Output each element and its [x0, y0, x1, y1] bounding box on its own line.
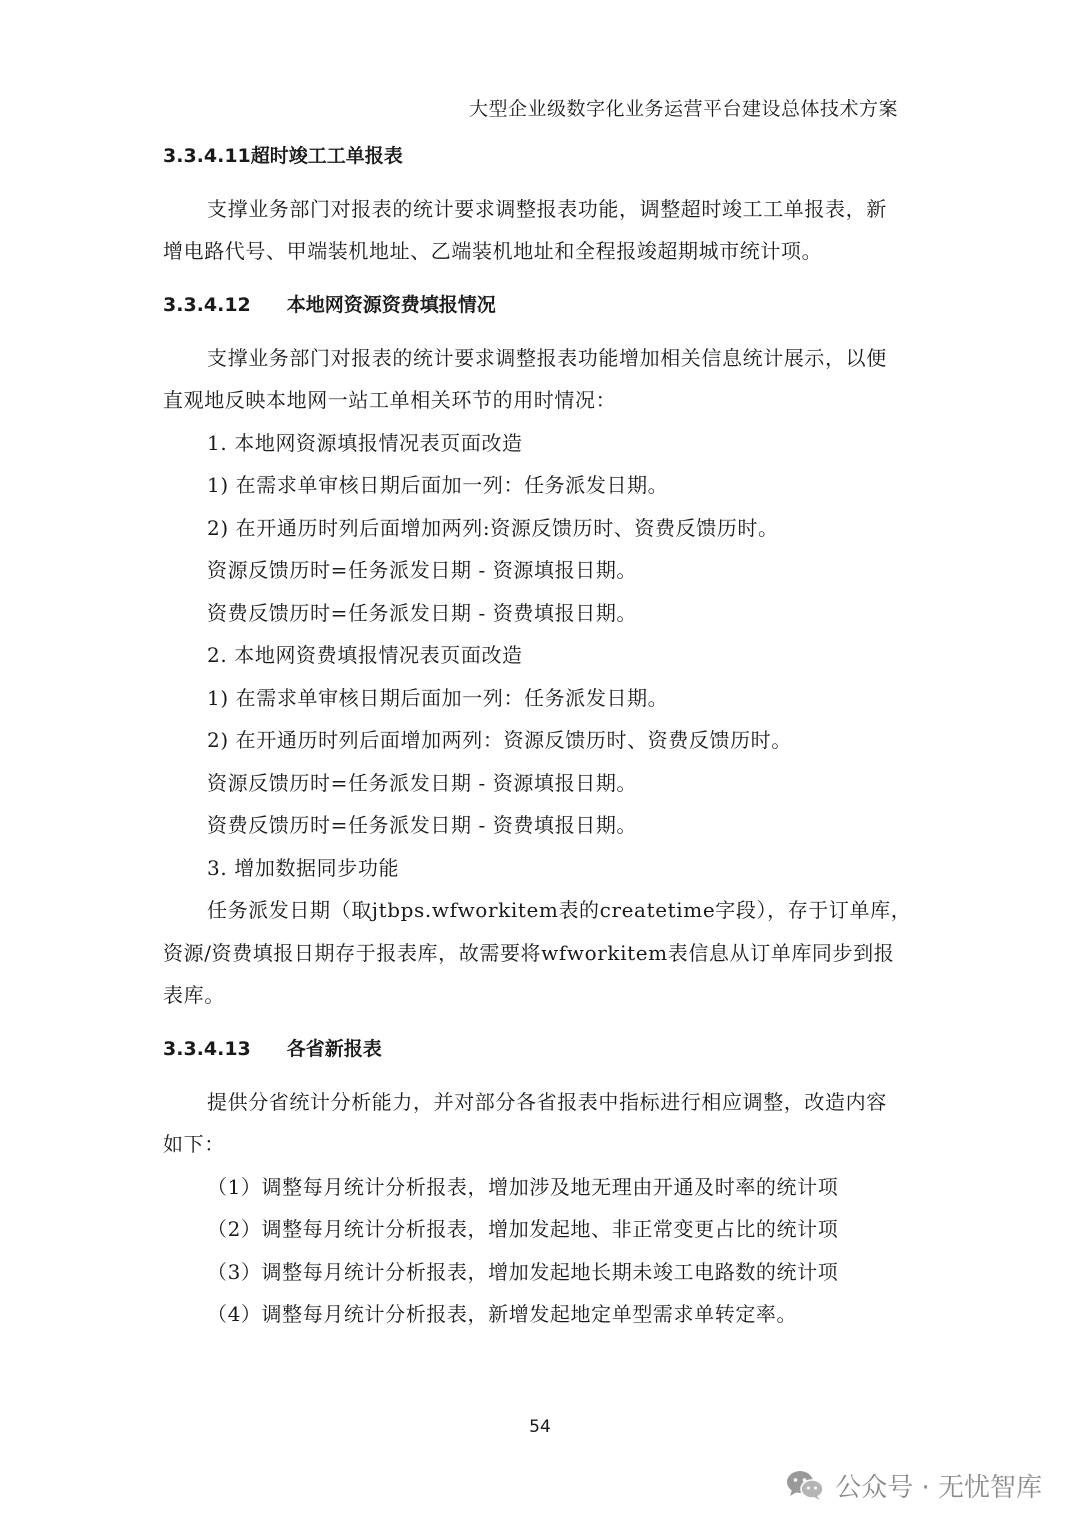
paragraph-line: 资源/资费填报日期存于报表库，故需要将wfworkitem表信息从订单库同步到报 [163, 941, 895, 965]
section-title: 各省新报表 [286, 1038, 382, 1060]
paragraph-line: 任务派发日期（取jtbps.wfworkitem表的createtime字段），存于订单库， [207, 898, 912, 922]
section-heading-3-3-4-13 [163, 1034, 382, 1061]
section-title: 本地网资源资费填报情况 [286, 294, 496, 316]
section-number: 3.3.4.11 [163, 145, 251, 167]
list-item: 2) 在开通历时列后面增加两列:资源反馈历时、资费反馈历时。 [207, 516, 779, 540]
list-item: （4）调整每月统计分析报表，新增发起地定单型需求单转定率。 [207, 1302, 798, 1326]
list-item: 1. 本地网资源填报情况表页面改造 [207, 431, 523, 455]
section-number: 3.3.4.13 [163, 1038, 251, 1060]
watermark-text: 公众号 · 无忧智库 [835, 1472, 1042, 1503]
formula-line: 资费反馈历时=任务派发日期 - 资费填报日期。 [207, 601, 638, 625]
list-item: （3）调整每月统计分析报表，增加发起地长期未竣工电路数的统计项 [207, 1260, 839, 1284]
section-heading-3-3-4-12 [163, 290, 496, 317]
paragraph-line: 表库。 [163, 983, 225, 1007]
list-item: 2) 在开通历时列后面增加两列：资源反馈历时、资费反馈历时。 [207, 728, 792, 752]
formula-line: 资源反馈历时=任务派发日期 - 资源填报日期。 [207, 558, 638, 582]
section-number: 3.3.4.12 [163, 294, 251, 316]
list-item: 3. 增加数据同步功能 [207, 856, 400, 880]
formula-line: 资源反馈历时=任务派发日期 - 资源填报日期。 [207, 771, 638, 795]
paragraph-line: 如下： [163, 1132, 225, 1156]
paragraph-line: 支撑业务部门对报表的统计要求调整报表功能，调整超时竣工工单报表，新 [207, 197, 887, 221]
paragraph-line: 支撑业务部门对报表的统计要求调整报表功能增加相关信息统计展示，以便 [207, 346, 887, 370]
wechat-icon [785, 1468, 825, 1502]
paragraph-line: 提供分省统计分析能力，并对部分各省报表中指标进行相应调整，改造内容 [207, 1090, 887, 1114]
list-item: （1）调整每月统计分析报表，增加涉及地无理由开通及时率的统计项 [207, 1175, 839, 1199]
section-heading-3-3-4-11 [163, 141, 403, 168]
paragraph-line: 直观地反映本地网一站工单相关环节的用时情况： [163, 388, 617, 412]
list-item: 1) 在需求单审核日期后面加一列：任务派发日期。 [207, 473, 669, 497]
formula-line: 资费反馈历时=任务派发日期 - 资费填报日期。 [207, 813, 638, 837]
list-item: 1) 在需求单审核日期后面加一列：任务派发日期。 [207, 686, 669, 710]
watermark [785, 1465, 1042, 1505]
paragraph-line: 增电路代号、甲端装机地址、乙端装机地址和全程报竣超期城市统计项。 [163, 239, 823, 263]
section-title: 超时竣工工单报表 [250, 145, 403, 167]
page-number: 54 [529, 1417, 551, 1437]
list-item: 2. 本地网资费填报情况表页面改造 [207, 643, 523, 667]
running-header: 大型企业级数字化业务运营平台建设总体技术方案 [468, 98, 898, 120]
list-item: （2）调整每月统计分析报表，增加发起地、非正常变更占比的统计项 [207, 1217, 839, 1241]
